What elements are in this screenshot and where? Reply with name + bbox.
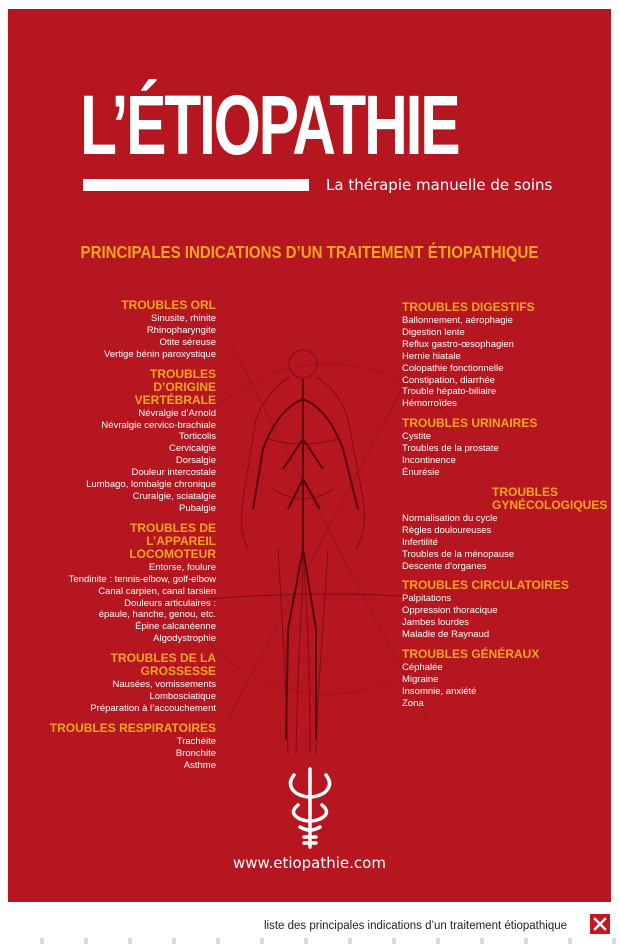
- indication-section: [38, 652, 216, 715]
- indication-section: [402, 484, 608, 573]
- section-title: TROUBLES DE LA GROSSESSE: [110, 651, 216, 679]
- indication-item: Algodystrophie: [153, 633, 216, 645]
- section-title: TROUBLES URINAIRES: [402, 416, 538, 431]
- indication-item: Troubles de la prostate: [402, 443, 499, 455]
- section-title: TROUBLES ORL: [121, 298, 216, 312]
- indication-item: Règles douloureuses: [402, 524, 492, 536]
- poster-title: L’ÉTIOPATHIE: [80, 78, 459, 172]
- indications-heading: PRINCIPALES INDICATIONS D’UN TRAITEMENT ÉTIOPATHIQUE: [80, 242, 539, 262]
- section-title: TROUBLES DIGESTIFS: [402, 300, 535, 314]
- indication-item: Incontinence: [402, 455, 456, 467]
- indication-item: Trachéite: [176, 735, 216, 747]
- indication-item: Normalisation du cycle: [402, 512, 498, 524]
- right-indications-column: [402, 300, 608, 717]
- indication-item: Infertilité: [402, 536, 438, 548]
- indication-item: Cervicalgie: [169, 443, 216, 455]
- indication-item: Asthme: [183, 759, 216, 771]
- indication-item: Lombosciatique: [149, 691, 216, 703]
- indication-section: [402, 301, 602, 410]
- indication-item: Insomnie, anxiété: [402, 685, 477, 697]
- section-title: TROUBLES D’ORIGINE VERTÉBRALE: [134, 366, 216, 407]
- close-button[interactable]: [590, 914, 610, 934]
- indication-item: Dorsalgie: [175, 455, 216, 467]
- indication-section: [38, 299, 216, 361]
- poster: [8, 9, 611, 902]
- indication-item: Épine calcanéenne: [135, 621, 216, 633]
- indication-item: Canal carpien, canal tarsien: [98, 585, 216, 597]
- indication-section: [402, 417, 602, 479]
- indication-item: Lumbago, lombalgie chronique: [86, 479, 216, 491]
- indication-item: Céphalée: [402, 662, 443, 674]
- left-indications-column: [38, 299, 216, 779]
- indication-item: Migraine: [402, 673, 439, 685]
- indication-item: Colopathie fonctionnelle: [402, 362, 504, 374]
- indication-section: [38, 722, 216, 772]
- indication-item: Entorse, foulure: [148, 561, 216, 573]
- indication-item: Reflux gastro-œsophagien: [402, 338, 514, 350]
- indication-item: Jambes lourdes: [402, 617, 470, 629]
- website-url: www.etiopathie.com: [233, 854, 386, 872]
- indication-item: Oppression thoracique: [402, 605, 498, 617]
- indication-section: [402, 579, 602, 641]
- indication-item: Hernie hiatale: [402, 350, 461, 362]
- indication-item: Nausées, vomissements: [112, 679, 216, 691]
- poster-subtitle: La thérapie manuelle de soins: [326, 176, 553, 194]
- indication-item: Névralgie cervico-brachiale: [101, 419, 216, 431]
- indication-section: [38, 522, 216, 645]
- section-title: TROUBLES DE L’APPAREIL LOCOMOTEUR: [129, 520, 216, 561]
- indication-item: Otite séreuse: [159, 336, 216, 348]
- indication-item: Maladie de Raynaud: [402, 629, 490, 641]
- image-caption: liste des principales indications d’un traitement étiopathique: [264, 920, 568, 932]
- indication-item: Zona: [402, 697, 424, 709]
- indication-item: Douleurs articulaires :: [124, 597, 216, 609]
- indication-item: Cruralgie, sciatalgie: [132, 490, 216, 502]
- indication-item: Névralgie d’Arnold: [138, 407, 216, 419]
- indication-item: Ballonnement, aérophagie: [402, 315, 513, 326]
- indication-section: [402, 648, 602, 710]
- indication-item: Énurésie: [402, 466, 440, 478]
- section-title: TROUBLES CIRCULATOIRES: [402, 578, 569, 593]
- title-underline-bar: [83, 179, 309, 191]
- indication-item: Digestion lente: [402, 326, 465, 338]
- section-title: TROUBLES GÉNÉRAUX: [402, 647, 540, 662]
- indication-item: Tendinite : tennis-elbow, golf-elbow: [68, 573, 216, 585]
- section-title: TROUBLES GYNÉCOLOGIQUES: [492, 484, 608, 512]
- indication-item: Douleur intercostale: [131, 467, 216, 479]
- indication-section: [38, 368, 216, 515]
- indication-item: Pubalgie: [179, 502, 216, 514]
- close-icon: [590, 914, 610, 934]
- indication-item: Vertige bénin paroxystique: [104, 348, 216, 360]
- section-title: TROUBLES RESPIRATOIRES: [49, 720, 216, 735]
- indication-item: Préparation à l’accouchement: [90, 702, 216, 714]
- indication-item: Cystite: [402, 431, 432, 443]
- indication-item: Troubles de la ménopause: [402, 548, 515, 560]
- indication-item: Bronchite: [175, 747, 216, 759]
- footer-strip: [0, 938, 619, 944]
- indication-item: Trouble hépato-biliaire: [402, 386, 497, 398]
- indication-item: Constipation, diarrhée: [402, 374, 495, 386]
- indication-item: Rhinopharyngite: [146, 324, 216, 336]
- indication-item: Torticolis: [179, 431, 216, 443]
- indication-item: Sinusite, rhinite: [151, 313, 216, 324]
- indication-item: épaule, hanche, genou, etc.: [98, 609, 216, 621]
- indication-item: Descente d’organes: [402, 560, 487, 572]
- indication-item: Hémorroïdes: [402, 398, 457, 410]
- caduceus-icon: [278, 765, 342, 851]
- indication-item: Palpitations: [402, 593, 452, 605]
